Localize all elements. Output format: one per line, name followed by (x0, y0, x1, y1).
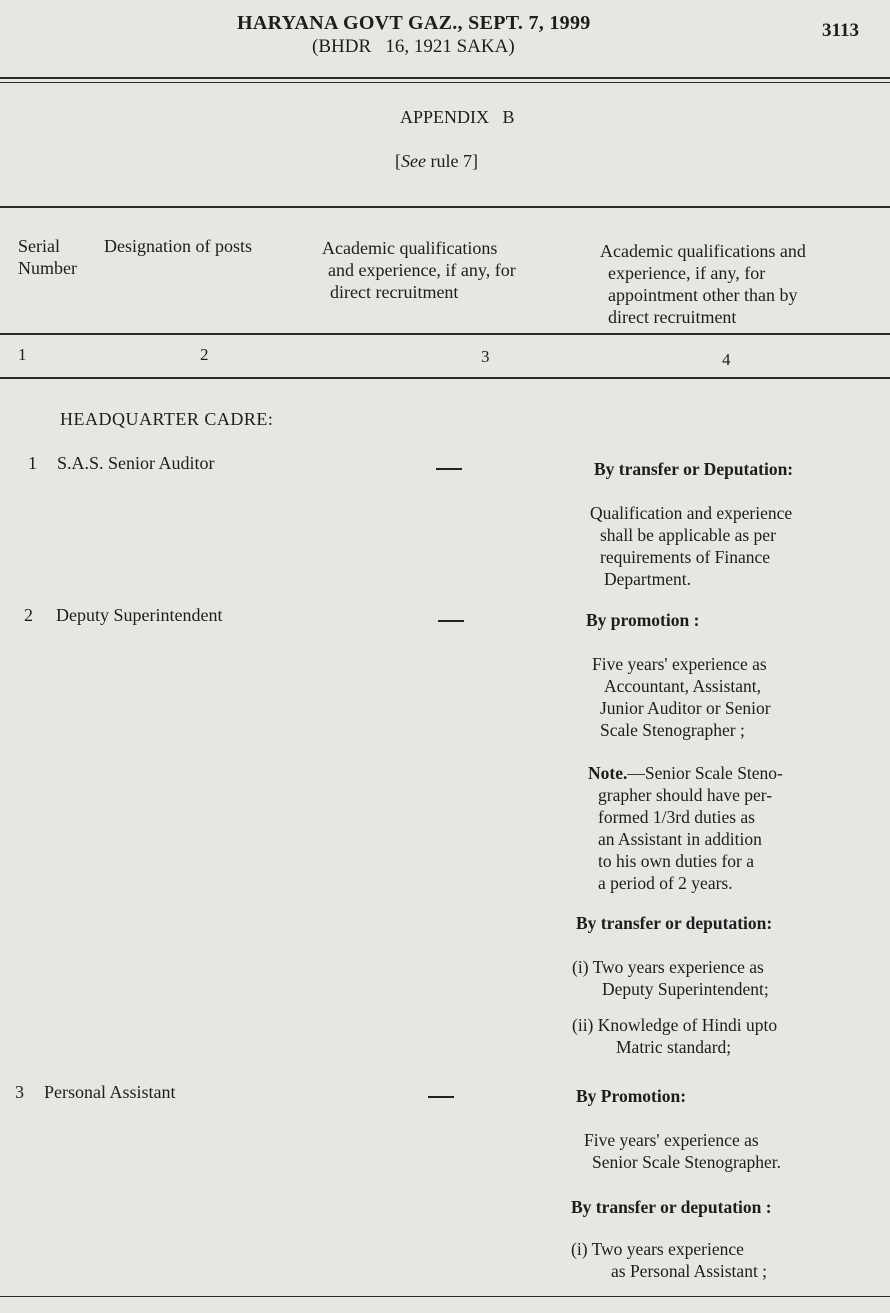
row1-post: S.A.S. Senior Auditor (57, 453, 215, 473)
row2-note-line3: formed 1/3rd duties as (598, 807, 755, 827)
row1-direct-dash (436, 468, 462, 470)
col-other-line2: experience, if any, for (608, 263, 766, 283)
col-direct-header (322, 237, 516, 303)
row2-heading2: By transfer or deputation: (576, 913, 773, 933)
row2-note-line1 (588, 762, 880, 784)
ref-rest: rule 7] (425, 151, 478, 171)
row3-post: Personal Assistant (44, 1082, 176, 1102)
row2-transfer (572, 912, 880, 1058)
row2-serial: 2 (24, 605, 33, 625)
row1-qualifications (590, 458, 880, 590)
row2-note-line2: grapher should have per- (598, 785, 773, 805)
row3-line2: Senior Scale Stenographer. (592, 1152, 782, 1172)
col-direct-line2: and experience, if any, for (328, 260, 516, 280)
row1-serial: 1 (28, 453, 37, 473)
row2-item2-line1: (ii) Knowledge of Hindi upto (572, 1015, 778, 1035)
row2-note-label: Note. (588, 763, 628, 783)
row2-note-line6: a period of 2 years. (598, 873, 733, 893)
row3-transfer (571, 1196, 880, 1282)
col-serial-line1: Serial (18, 236, 60, 256)
col-number-1: 1 (18, 345, 27, 364)
col-direct-line3: direct recruitment (330, 282, 459, 302)
row2-note-text1: —Senior Scale Steno- (627, 763, 783, 783)
row3-heading: By Promotion: (576, 1086, 687, 1106)
row2-line1: Five years' experience as (592, 654, 767, 674)
row3-serial: 3 (15, 1082, 24, 1102)
appendix-title: APPENDIX B (400, 107, 515, 127)
row1-heading: By transfer or Deputation: (594, 459, 794, 479)
row2-line3: Junior Auditor or Senior (600, 698, 771, 718)
row1-line1: Qualification and experience (590, 503, 793, 523)
col-number-3: 3 (481, 347, 490, 366)
page-number: 3113 (822, 20, 859, 41)
header-rule (0, 77, 890, 79)
col-other-line3: appointment other than by (608, 285, 798, 305)
row2-note-line4: an Assistant in addition (598, 829, 762, 849)
col-other-line4: direct recruitment (608, 307, 737, 327)
row1-line3: requirements of Finance (600, 547, 771, 567)
row3-item1-line1: (i) Two years experience (571, 1239, 744, 1259)
row3-direct-dash (428, 1096, 454, 1098)
row2-note-line5: to his own duties for a (598, 851, 755, 871)
row3-line1: Five years' experience as (584, 1130, 759, 1150)
row1-line4: Department. (604, 569, 691, 589)
row3-heading2: By transfer or deputation : (571, 1197, 772, 1217)
row2-item1-line1: (i) Two years experience as (572, 957, 764, 977)
gazette-subtitle: (BHDR 16, 1921 SAKA) (312, 36, 515, 57)
header-rule-2 (0, 82, 890, 83)
row2-item1-line2: Deputy Superintendent; (602, 979, 769, 999)
ref-see: See (401, 151, 426, 171)
row2-note (588, 762, 880, 894)
row3-item1-line2: as Personal Assistant ; (611, 1261, 768, 1281)
col-designation-header: Designation of posts (104, 236, 252, 256)
header-bottom-rule (0, 333, 890, 335)
col-other-line1: Academic qualifications and (600, 241, 806, 261)
col-number-2: 2 (200, 345, 209, 364)
table-top-rule (0, 206, 890, 208)
row2-line2: Accountant, Assistant, (604, 676, 761, 696)
row2-heading: By promotion : (586, 610, 700, 630)
row2-direct-dash (438, 620, 464, 622)
row2-post: Deputy Superintendent (56, 605, 223, 625)
row2-item2-line2: Matric standard; (616, 1037, 732, 1057)
col-direct-line1: Academic qualifications (322, 238, 498, 258)
row2-promotion (586, 609, 880, 741)
gazette-title: HARYANA GOVT GAZ., SEPT. 7, 1999 (237, 12, 591, 34)
numbers-bottom-rule (0, 377, 890, 379)
ref-open: [ (395, 151, 401, 171)
col-other-header (600, 240, 806, 328)
cadre-heading: HEADQUARTER CADRE: (60, 409, 274, 429)
row2-line4: Scale Stenographer ; (600, 720, 745, 740)
page-bottom-rule (0, 1296, 890, 1297)
row1-line2: shall be applicable as per (600, 525, 776, 545)
col-serial-line2: Number (18, 258, 77, 278)
row3-promotion (576, 1085, 880, 1173)
appendix-reference (395, 150, 478, 172)
col-number-4: 4 (722, 350, 731, 369)
col-serial-header (18, 235, 77, 279)
